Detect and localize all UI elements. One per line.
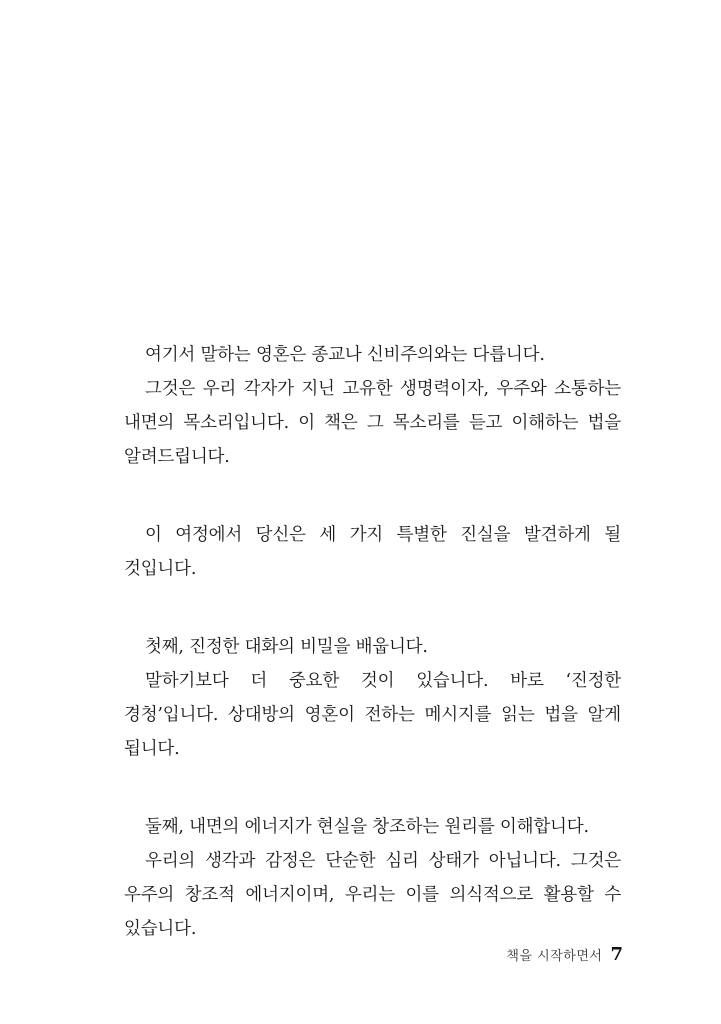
page-footer: [506, 944, 623, 965]
paragraph: 이 여정에서 당신은 세 가지 특별한 진실을 발견하게 될 것입니다.: [124, 525, 621, 579]
page-number: 7: [610, 944, 623, 965]
paragraph: 여기서 말하는 영혼은 종교나 신비주의와는 다릅니다.: [145, 345, 545, 365]
paragraph: 우리의 생각과 감정은 단순한 심리 상태가 아닙니다. 그것은 우주의 창조적 에너지이며, 우리는 이를 의식적으로 활용할 수 있습니다.: [124, 851, 621, 939]
paragraph: 그것은 우리 각자가 지닌 고유한 생명력이자, 우주와 소통하는 내면의 목소리입니다. 이 책은 그 목소리를 듣고 이해하는 법을 알려드립니다.: [124, 379, 621, 467]
paragraph-spacer: [124, 474, 621, 518]
paragraph: 말하기보다 더 중요한 것이 있습니다. 바로 ‘진정한 경청’입니다. 상대방의 영혼이 전하는 메시지를 읽는 법을 알게 됩니다.: [124, 671, 621, 759]
paragraph-spacer: [124, 766, 621, 810]
running-title: 책을 시작하면서: [506, 949, 603, 964]
paragraph: 첫째, 진정한 대화의 비밀을 배웁니다.: [145, 637, 428, 657]
paragraph: 둘째, 내면의 에너지가 현실을 창조하는 원리를 이해합니다.: [145, 817, 589, 837]
paragraph-spacer: [124, 586, 621, 630]
body-text: [124, 338, 621, 946]
